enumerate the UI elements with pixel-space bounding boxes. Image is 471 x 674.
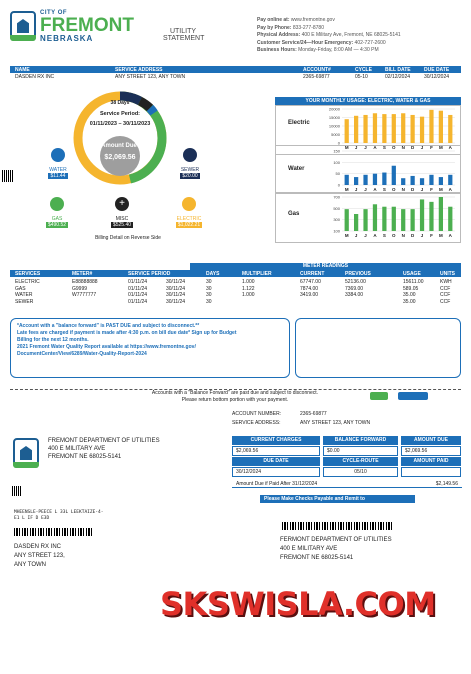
cust-service-label: Customer Service/24—Hour Emergency: [257,39,354,46]
account-number-value: 2365-69877 [300,411,327,417]
meter-cell: CCF [440,298,451,305]
x-tick-label: J [420,187,424,192]
bar [439,111,443,143]
water-faucet-icon [51,148,65,162]
water-label: WATER [49,167,67,173]
scanline [14,510,103,522]
after-due-value: $2,149.56 [435,481,458,487]
lightbulb-icon [182,197,196,211]
usage-title: YOUR MONTHLY USAGE: ELECTRIC, WATER & GAS [275,97,461,105]
meter-cell: 01/11/24 [128,279,148,285]
x-tick-label: S [382,233,386,238]
x-tick-label: A [373,145,377,150]
cust-service-value: 402-727-2600 [354,39,386,46]
stub-logo-icon [13,438,39,468]
x-tick-label: F [430,233,433,238]
to-city: ANY TOWN [14,562,47,568]
partner-badge-icon [398,392,428,400]
val-name: DASDEN RX INC [15,74,55,80]
x-tick-label: M [344,145,349,150]
sewer-amount: $20.00 [180,173,200,179]
grid-val-amount-due: $2,069.56 [401,446,461,456]
amount-due-label: Amount Due: [101,143,139,149]
after-due-row [232,481,462,488]
return-note: Please return bottom portion with your payment. [181,397,289,403]
y-tick-label: 100 [333,228,340,234]
x-tick-label: D [411,233,415,238]
account-values-row [10,74,461,81]
x-tick-label: D [411,145,415,150]
bar [354,116,358,143]
y-tick-label: 20000 [328,107,340,112]
x-tick-label: J [420,145,424,150]
y-tick-label: 100 [333,159,340,165]
meter-cell: 589.05 [403,285,419,292]
after-due-label: Amount Due if Paid After 31/12/2024 [236,481,318,487]
gas-label: GAS [51,216,63,222]
service-period-label: Service Period: [99,111,141,117]
bar [401,209,405,231]
x-tick-label: S [382,187,386,192]
recycle-badge-icon [370,392,388,400]
y-tick-label: 50 [335,171,340,177]
x-tick-label: J [364,187,367,192]
meter-row [10,299,461,306]
meter-cell: SEWER [15,298,34,305]
notice-line5[interactable]: DocumentCenter/View/6289/Water-Quality-Report-2024 [17,351,147,357]
gas-chart-title: Gas [288,211,300,217]
plus-icon: + [115,197,129,211]
city-wordmark [40,10,134,43]
grid-hdr-amount-paid: AMOUNT PAID [401,457,461,466]
notice-box [10,318,290,378]
x-tick-label: A [448,233,452,238]
x-tick-label: J [420,233,424,238]
bar [420,199,424,231]
grid-val-cycle: 05/10 [323,467,398,477]
payment-grid [232,436,462,488]
bar [354,214,358,231]
statement-line2: STATEMENT [163,35,205,42]
grid-val-due-date: 30/12/2024 [232,467,320,477]
scanline-2: E1 L IF D E3D [14,516,50,521]
bar [382,114,386,143]
meter-cell: W7777777 [72,292,97,298]
service-address-label: SERVICE ADDRESS: [232,420,281,426]
meter-cell: 15611.00 [403,279,424,285]
remit-name: FERMONT DEPARTMENT OF UTILITIES [280,537,392,543]
hdr-name: NAME [15,66,30,73]
y-tick-label: 15000 [328,115,340,120]
electric-amount: $1,022.21 [177,222,201,228]
recipient-address [14,543,65,570]
meter-cell: 1.122 [242,285,255,292]
val-cycle: 05-10 [355,74,368,80]
meter-cell: KWH [440,279,452,285]
bar [382,173,386,185]
bar [345,175,349,185]
meter-cell: 01/11/24 [128,285,148,292]
x-tick-label: J [364,233,367,238]
meter-cell: 35.00 [403,292,416,298]
statement-title [163,28,203,42]
bar [373,204,377,231]
electric-label: ELECTRIC [176,216,202,222]
x-tick-label: D [411,187,415,192]
bar [363,209,367,231]
meter-cell: 30 [206,279,212,285]
pay-online-link[interactable]: www.fremontne.gov [290,17,335,23]
hdr-account: ACCOUNT# [303,66,331,73]
gas-usage-chart [320,195,460,239]
bar [420,117,424,143]
x-tick-label: N [401,145,405,150]
meter-cell: 67747.00 [300,279,321,285]
x-tick-label: M [439,233,443,238]
qr-code-small [2,170,14,182]
meter-hdr-period: SERVICE PERIOD [128,270,171,277]
notice-line1: *Account with a "balance forward" is PAST DUE and subject to disconnect.** [17,323,200,329]
balance-note: Accounts with a "Balance Forward" are past due and subject to disconnect. [151,390,319,396]
grid-hdr-balance: BALANCE FORWARD [323,436,398,445]
remit-city: FREMONT NE 68025-5141 [280,555,354,561]
electric-usage-chart [320,107,460,151]
billing-note: Billing Detail on Reverse Side [95,235,161,241]
bar [439,177,443,185]
bar [392,207,396,231]
gas-flame-icon [50,197,64,211]
notice-line2: Late fees are charged if payment is made after 4:30 p.m. on bill due date* Sign up for Budget [17,330,237,336]
to-street: ANY STREET 123, [14,553,65,559]
meter-cell: 52136.00 [345,279,366,285]
meter-cell: 7874.00 [300,285,319,292]
bar [392,114,396,143]
bar [439,197,443,231]
val-account: 2365-69877 [303,74,330,80]
category-gas [46,197,68,228]
y-tick-label: 0 [337,140,340,146]
meter-cell: 30 [206,292,212,298]
account-header-bar [10,66,461,73]
meter-cell: 1.000 [242,279,255,285]
statement-line1: UTILITY [169,28,197,35]
x-tick-label: A [373,233,377,238]
scanline-1: MHEENSLE-PEECE L 33L LEEKTAIZE-4- [14,510,104,515]
x-tick-label: A [448,145,452,150]
pay-phone-value: 833-277-8780 [292,24,324,31]
grid-hdr-due-date: DUE DATE [232,457,320,466]
amount-due-value: $2,069.56 [104,154,136,161]
pay-phone-label: Pay by Phone: [257,24,292,31]
grid-val-balance: $0.00 [323,446,398,456]
from-street: 400 E MILITARY AVE [48,446,106,452]
hdr-cycle: CYCLE [355,66,372,73]
x-tick-label: N [401,187,405,192]
bar [429,110,433,143]
sewer-icon [183,148,197,162]
meter-cell: GAS [15,285,26,292]
phys-addr-label: Physical Address: [257,32,301,38]
x-tick-label: M [344,187,349,192]
y-tick-label: 300 [333,217,340,223]
meter-cell: 30 [206,285,212,292]
x-tick-label: N [401,233,405,238]
meter-title: METER READINGS [190,263,461,270]
grid-hdr-amount-due: AMOUNT DUE [401,436,461,445]
x-tick-label: J [354,187,358,192]
bar [354,177,358,185]
notice-line4: 2021 Fremont Water Quality Report available at https://www.fremontne.gov/ [17,344,196,350]
meter-cell: 30/11/24 [166,298,186,305]
x-tick-label: A [448,187,452,192]
hdr-bill-date: BILL DATE [385,66,411,73]
service-address-value: ANY STREET 123, ANY TOWN [300,420,371,426]
hours-label: Business Hours: [257,47,297,53]
val-service-address: ANY STREET 123, ANY TOWN [115,74,186,80]
meter-cell: 30/11/24 [166,292,186,298]
bar [448,115,452,143]
bar [382,207,386,231]
city-logo-icon [10,11,36,41]
meter-cell: 3419.00 [300,292,319,298]
misc-amount: $525.40 [112,222,132,228]
meter-hdr-services: SERVICES [15,270,41,277]
grid-hdr-cycle: CYCLE-ROUTE [323,457,398,466]
category-water [48,148,68,179]
meter-cell: 35.00 [403,298,416,305]
x-tick-label: M [439,187,443,192]
city-of-text: CITY OF [40,10,68,16]
bar [363,115,367,143]
bar [411,115,415,143]
meter-cell: 1.000 [242,292,255,298]
remit-street: 400 E MILITARY AVE [280,546,338,552]
x-tick-label: S [382,145,386,150]
water-usage-chart [320,149,460,193]
sewer-label: SEWER [180,167,200,173]
bar [345,209,349,231]
water-chart-title: Water [288,166,305,172]
x-tick-label: F [430,187,433,192]
meter-cell: CCF [440,285,451,292]
meter-cell: G9999 [72,285,88,292]
meter-cell: ELECTRIC [15,279,40,285]
meter-hdr-previous: PREVIOUS [345,270,371,277]
meter-hdr-current: CURRENT [300,270,325,277]
meter-cell: E88888888 [72,279,98,285]
bar [429,202,433,231]
meter-cell: 30 [206,298,212,305]
x-tick-label: O [392,145,396,150]
from-city: FREMONT NE 68025-5141 [48,454,122,460]
state-name: NEBRASKA [40,34,94,43]
bar [345,119,349,143]
meter-hdr-meter: METER# [72,270,93,277]
meter-cell: CCF [440,292,451,298]
bar [401,178,405,185]
meter-hdr-multiplier: MULTIPLIER [242,270,272,277]
bar [411,176,415,185]
blank-notice-box [295,318,461,378]
y-tick-label: 150 [333,149,340,154]
contact-info [257,17,462,55]
bar [429,175,433,185]
meter-cell: 30/11/24 [166,285,186,292]
bar [392,166,396,185]
x-tick-label: J [354,145,358,150]
x-tick-label: O [392,233,396,238]
bar [363,175,367,185]
account-number-label: ACCOUNT NUMBER: [232,411,282,417]
qr-code-stub [12,486,22,496]
x-tick-label: M [439,145,443,150]
bar [420,178,424,185]
bar [411,209,415,231]
phys-addr-value: 400 E Military Ave, Fremont, NE 68025-5141 [301,32,401,38]
amount-paid-field[interactable] [401,467,461,477]
meter-cell: 01/11/24 [128,298,148,305]
bar [373,113,377,143]
remit-barcode [282,522,392,530]
x-tick-label: J [354,233,358,238]
category-electric [176,197,202,228]
meter-header-row [10,270,461,277]
recipient-barcode [14,528,92,536]
meter-cell: 3384.00 [345,292,364,298]
grid-hdr-current: CURRENT CHARGES [232,436,320,445]
x-tick-label: J [364,145,367,150]
notice-line3: Billing for the next 12 months. [17,337,89,343]
remit-address [280,536,392,563]
meter-hdr-days: DAYS [206,270,220,277]
electric-chart-title: Electric [288,120,310,126]
water-amount: $11.44 [48,173,68,179]
meter-rows [10,279,461,305]
val-due-date: 30/12/2024 [424,74,450,80]
pay-online-label: Pay online at: [257,17,290,23]
gas-amount: $490.52 [47,222,67,228]
x-tick-label: F [430,145,433,150]
val-bill-date: 02/12/2024 [385,74,411,80]
hours-value: Monday-Friday, 8:00 AM — 4:30 PM [298,47,379,53]
x-tick-label: A [373,187,377,192]
bar [401,113,405,143]
meter-cell: 7369.00 [345,285,364,292]
y-tick-label: 10000 [328,123,340,129]
x-tick-label: O [392,187,396,192]
grid-val-current: $2,069.56 [232,446,320,456]
bar [448,207,452,231]
meter-hdr-usage: USAGE [403,270,421,277]
meter-cell: 01/11/24 [128,292,148,298]
meter-cell: 30/11/24 [166,279,186,285]
bar [373,174,377,185]
to-name: DASDEN RX INC [14,544,62,550]
service-period-value: 01/11/2023 – 30/11/2023 [89,121,151,127]
payable-note: Please Make Checks Payable and Remit to [260,495,415,503]
misc-label: MISC [115,216,129,222]
city-name: FREMONT [40,15,134,36]
bar [448,175,452,185]
category-sewer [180,148,200,179]
x-tick-label: M [344,233,349,238]
meter-hdr-units: UNITS [440,270,455,277]
hdr-due-date: DUE DATE [424,66,450,73]
donut-days: 38 Days [110,100,130,106]
y-tick-label: 500 [333,205,340,211]
from-address [48,437,160,461]
y-tick-label: 0 [337,182,340,188]
hdr-service-address: SERVICE ADDRESS [115,66,163,73]
meter-cell: WATER [15,292,33,298]
y-tick-label: 5000 [331,132,340,137]
from-name: FREMONT DEPARTMENT OF UTILITIES [48,438,160,444]
watermark: SKSWISLA.COM [160,585,436,623]
y-tick-label: 700 [333,195,340,200]
category-misc [111,197,133,228]
